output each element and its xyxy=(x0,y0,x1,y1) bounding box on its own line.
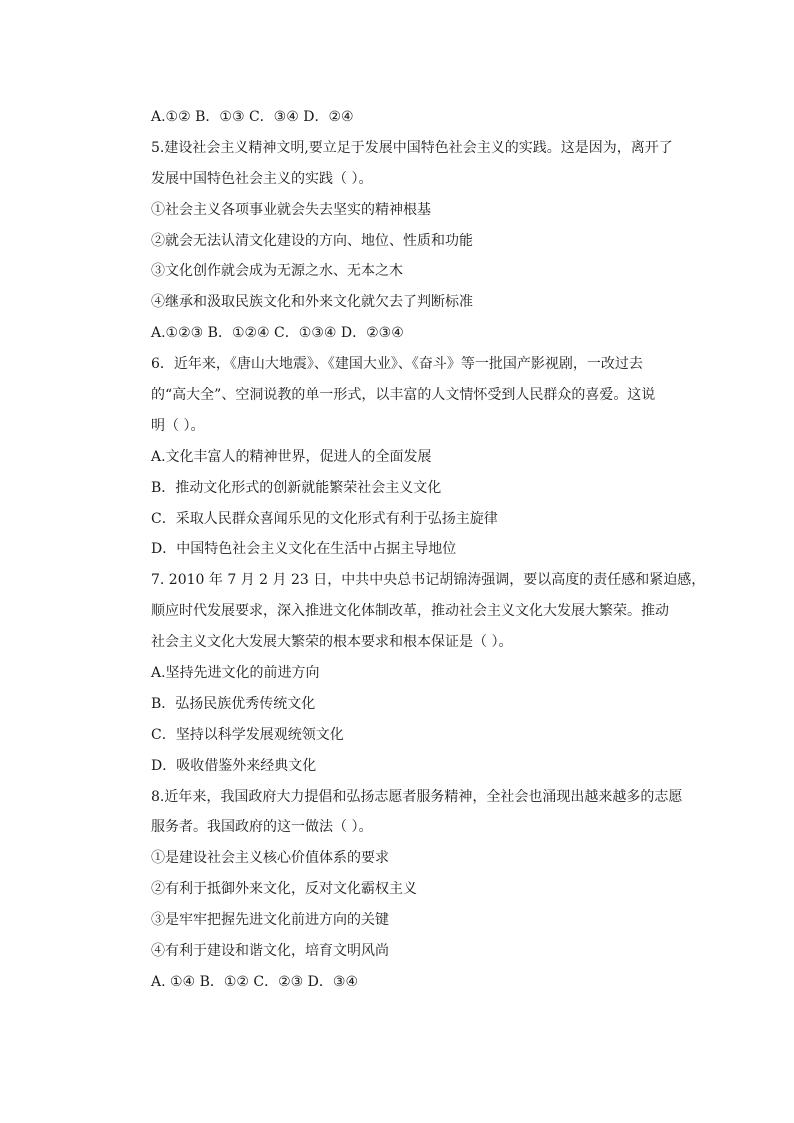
q6-option-a: A.文化丰富人的精神世界，促进人的全面发展 xyxy=(151,448,432,465)
q5-statement-2: ②就会无法认清文化建设的方向、地位、性质和功能 xyxy=(151,232,473,249)
q6-stem-line-1: 6．近年来，《唐山大地震》、《建国大业》、《奋斗》等一批国产影视剧，一改过去 xyxy=(151,356,643,373)
q8-statement-3: ③是牢牢把握先进文化前进方向的关键 xyxy=(151,912,389,929)
question-content xyxy=(151,102,706,998)
q7-stem-line-3: 社会主义文化大发展大繁荣的根本要求和根本保证是（ ）。 xyxy=(151,634,513,651)
q6-stem-line-3: 明（ ）。 xyxy=(151,417,205,434)
q6-option-c: C．采取人民群众喜闻乐见的文化形式有利于弘扬主旋律 xyxy=(151,510,498,527)
q5-statement-4: ④继承和汲取民族文化和外来文化就欠去了判断标准 xyxy=(151,294,473,311)
q4-options: A.①② B．①③ C．③④ D．②④ xyxy=(151,109,354,125)
q6-stem-line-2: 的“高大全”、空洞说教的单一形式，以丰富的人文情怀受到人民群众的喜爱。这说 xyxy=(151,387,656,404)
q7-option-c: C．坚持以科学发展观统领文化 xyxy=(151,726,344,743)
q6-option-b: B．推动文化形式的创新就能繁荣社会主义文化 xyxy=(151,479,442,496)
q7-option-b: B．弘扬民族优秀传统文化 xyxy=(151,695,316,712)
q8-statement-2: ②有利于抵御外来文化，反对文化霸权主义 xyxy=(151,881,417,898)
q6-option-d: D．中国特色社会主义文化在生活中占据主导地位 xyxy=(151,541,457,558)
q5-stem-line-2: 发展中国特色社会主义的实践（ ）。 xyxy=(151,170,373,187)
q5-statement-3: ③文化创作就会成为无源之水、无本之木 xyxy=(151,263,403,280)
q8-statement-4: ④有利于建设和谐文化，培育文明风尚 xyxy=(151,943,389,960)
q7-option-d: D．吸收借鉴外来经典文化 xyxy=(151,757,317,774)
q5-stem-line-1: 5.建设社会主义精神文明,要立足于发展中国特色社会主义的实践。这是因为，离开了 xyxy=(151,139,673,156)
q8-stem-line-1: 8.近年来，我国政府大力提倡和弘扬志愿者服务精神，全社会也涌现出越来越多的志愿 xyxy=(151,788,683,805)
q7-stem-line-1: 7. 2010 年 7 月 2 月 23 日，中共中央总书记胡锦涛强调，要以高度的责任感和紧迫感， xyxy=(151,572,706,589)
q7-stem-line-2: 顺应时代发展要求，深入推进文化体制改革，推动社会主义文化大发展大繁荣。推动 xyxy=(151,603,669,620)
q8-statement-1: ①是建设社会主义核心价值体系的要求 xyxy=(151,850,389,867)
q7-option-a: A.坚持先进文化的前进方向 xyxy=(151,665,320,682)
q5-statement-1: ①社会主义各项事业就会失去坚实的精神根基 xyxy=(151,201,431,218)
q8-stem-line-2: 服务者。我国政府的这一做法（ ）。 xyxy=(151,819,373,836)
q8-options: A. ①④ B．①② C．②③ D．③④ xyxy=(151,973,358,990)
q5-options: A.①②③ B．①②④ C．①③④ D．②③④ xyxy=(151,325,404,342)
